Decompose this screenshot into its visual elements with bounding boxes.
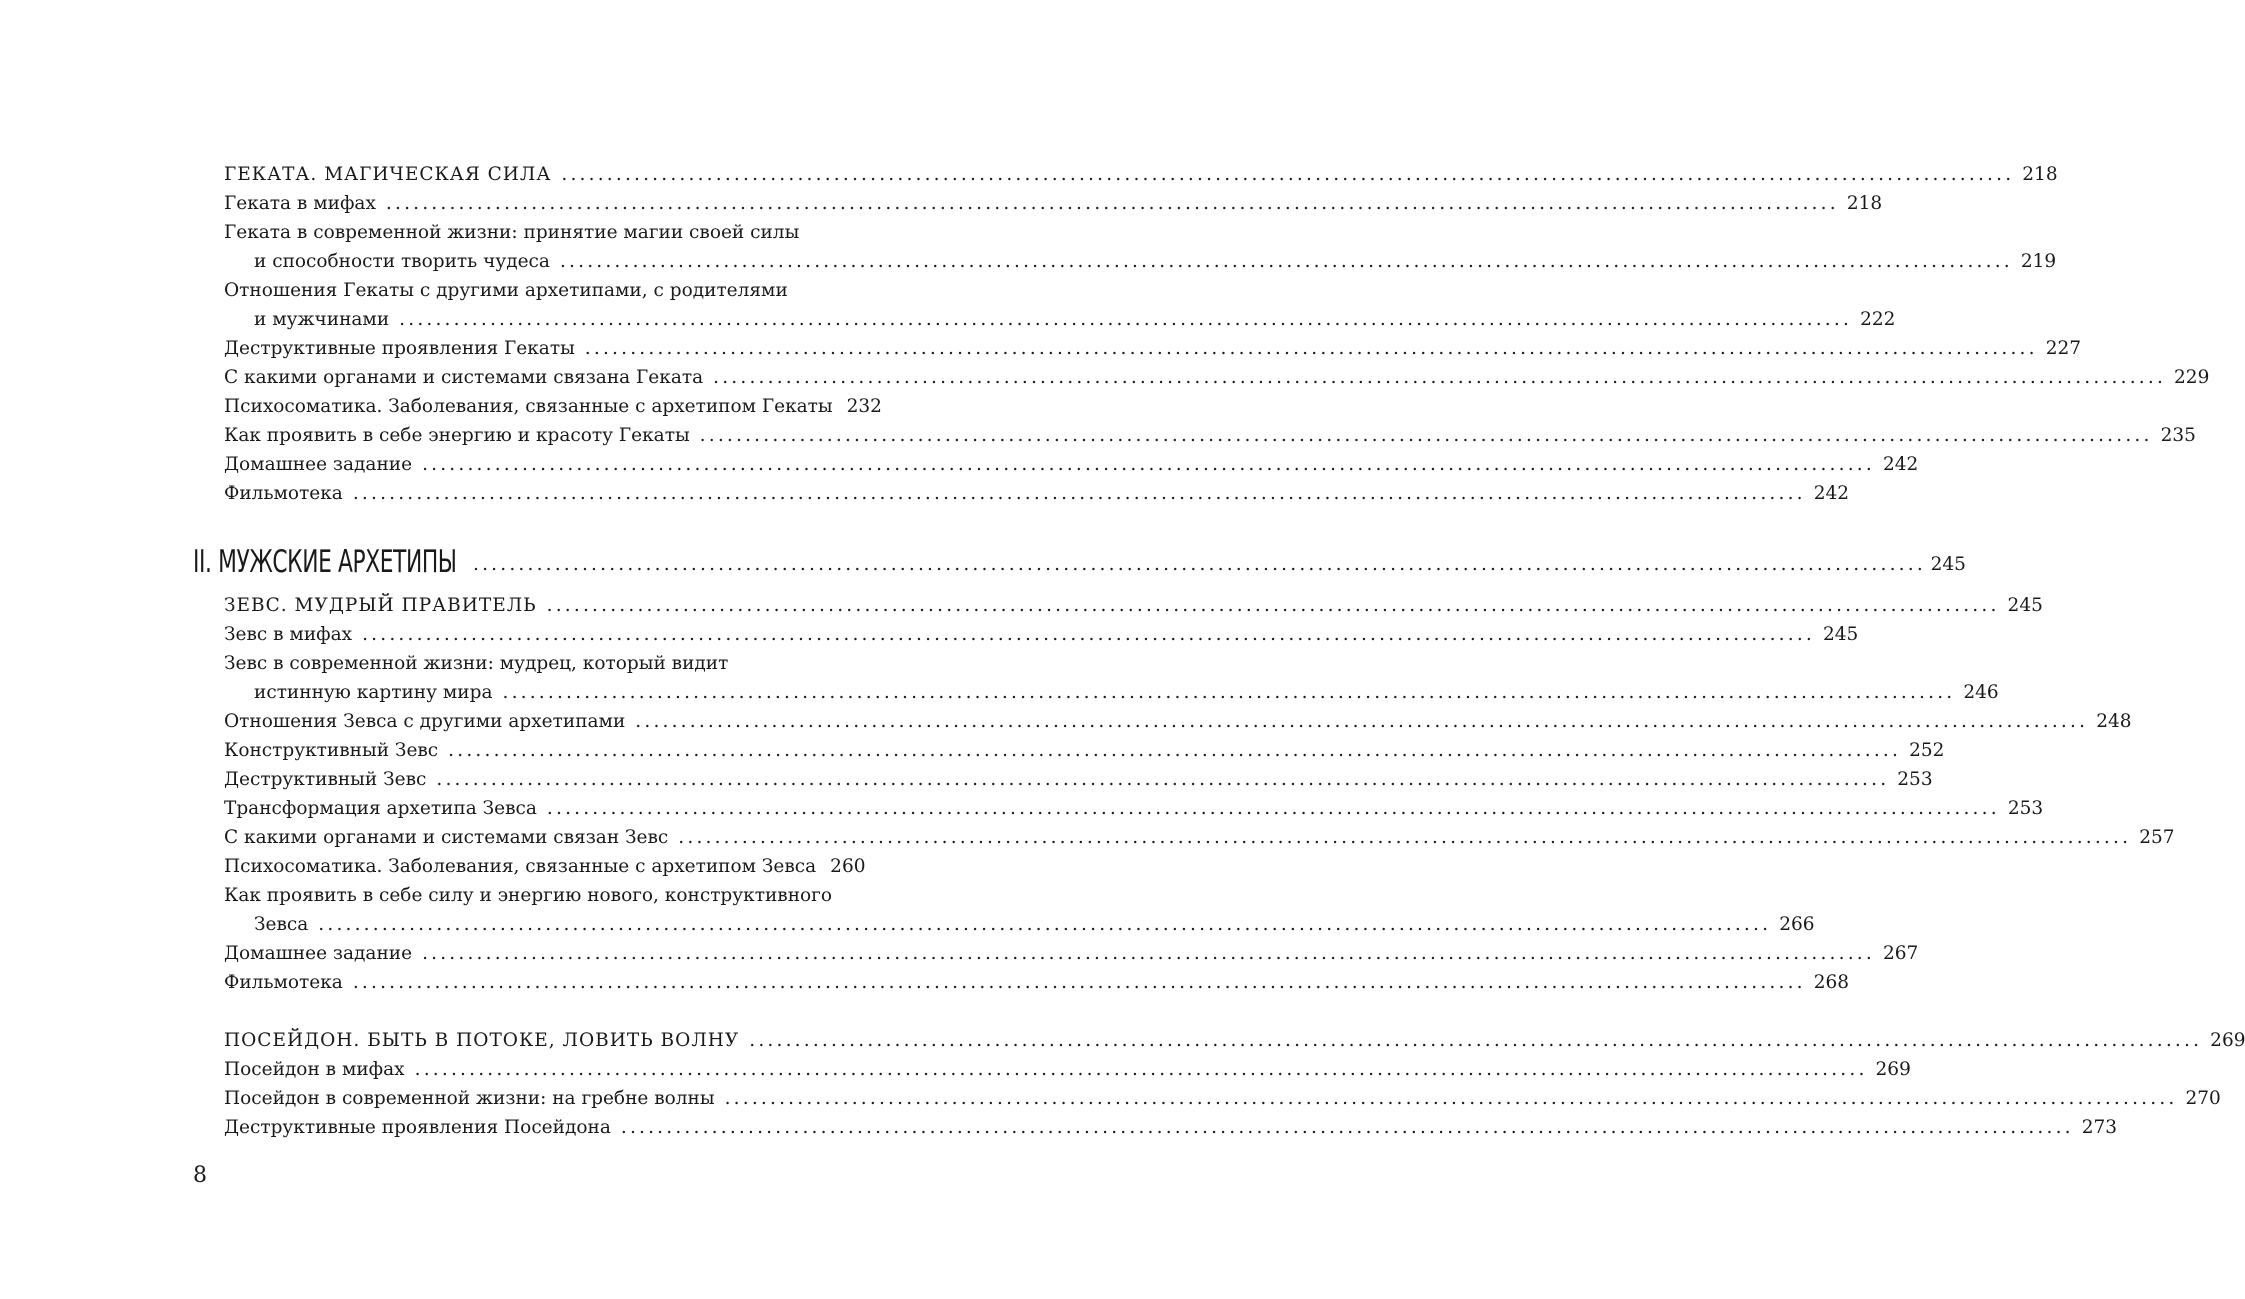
toc-entry-page: 222 <box>1860 309 1896 330</box>
toc-entry-title: Отношения Зевса с другими архетипами <box>224 711 626 732</box>
leader-dots: ................................................................................................................................................................ <box>473 554 1926 575</box>
toc-entry-title: ПОСЕЙДОН. БЫТЬ В ПОТОКЕ, ЛОВИТЬ ВОЛНУ <box>224 1030 740 1051</box>
toc-entry[interactable] <box>224 794 2044 823</box>
part-title: II. МУЖСКИЕ АРХЕТИПЫ <box>193 544 457 580</box>
leader-dots: ................................................................................................................................................................ <box>635 711 2089 732</box>
leader-dots: ................................................................................................................................................................ <box>436 769 1890 790</box>
toc-entry[interactable] <box>224 1026 2245 1055</box>
toc-entry-page: 248 <box>2096 711 2132 732</box>
toc-entry-page: 242 <box>1813 483 1850 504</box>
toc-entry-wrap[interactable] <box>224 218 856 247</box>
leader-dots: ................................................................................................................................................................ <box>713 367 2167 388</box>
toc-entry[interactable] <box>224 334 2082 363</box>
toc-entry-title: С какими органами и системами связана Геката <box>224 367 704 388</box>
toc-entry-title: Посейдон в современной жизни: на гребне волны <box>224 1088 715 1109</box>
leader-dots: ................................................................................................................................................................ <box>352 483 1806 504</box>
toc-entry[interactable] <box>224 189 1883 218</box>
toc-entry-wrap[interactable] <box>224 881 856 910</box>
toc-entry-title: Трансформация архетипа Зевса <box>224 798 537 819</box>
toc-entry[interactable] <box>224 479 1850 508</box>
toc-entry-page: 273 <box>2081 1117 2118 1138</box>
leader-dots: ................................................................................................................................................................ <box>385 193 1839 214</box>
toc-entry-page: 218 <box>1846 193 1883 214</box>
toc-entry-title: Геката в мифах <box>224 193 376 214</box>
toc-entry[interactable] <box>224 707 2132 736</box>
leader-dots: ................................................................................................................................................................ <box>749 1030 2203 1051</box>
toc-entry-wrap[interactable] <box>224 649 856 678</box>
toc-entry-title: Как проявить в себе энергию и красоту Гекаты <box>224 425 690 446</box>
toc-entry[interactable] <box>224 1055 1911 1084</box>
toc-entry-title: Геката в современной жизни: принятие магии своей силы <box>224 222 800 243</box>
toc-entry-title: Психосоматика. Заболевания, связанные с архетипом Зевса <box>224 856 817 877</box>
toc-entry[interactable] <box>224 823 2175 852</box>
toc-entry[interactable] <box>224 591 2043 620</box>
toc-entry[interactable] <box>224 1113 2118 1142</box>
toc-entry-page: 253 <box>2007 798 2044 819</box>
leader-dots: ................................................................................................................................................................ <box>362 624 1815 645</box>
toc-entry[interactable] <box>224 305 1896 334</box>
toc-entry-page: 268 <box>1813 972 1850 993</box>
leader-dots: ................................................................................................................................................................ <box>546 595 2000 616</box>
toc-entry[interactable] <box>224 765 1933 794</box>
toc-entry-title: и мужчинами <box>254 309 390 330</box>
leader-dots: ................................................................................................................................................................ <box>699 425 2153 446</box>
toc-entry-title: Психосоматика. Заболевания, связанные с архетипом Гекаты <box>224 396 833 417</box>
toc-entry[interactable] <box>224 1084 2221 1113</box>
toc-entry-page: 267 <box>1882 943 1919 964</box>
toc-entry-title: Зевс в мифах <box>224 624 353 645</box>
toc-entry-title: Как проявить в себе силу и энергию нового, конструктивного <box>224 885 832 906</box>
toc-entry-title: Конструктивный Зевс <box>224 740 439 761</box>
leader-dots: ................................................................................................................................................................ <box>422 454 1875 475</box>
toc-entry-page: 227 <box>2045 338 2082 359</box>
leader-dots: ................................................................................................................................................................ <box>352 972 1806 993</box>
toc-entry-title: Отношения Гекаты с другими архетипами, с родителями <box>224 280 788 301</box>
toc-entry-page: 242 <box>1882 454 1919 475</box>
leader-dots: ................................................................................................................................................................ <box>724 1088 2178 1109</box>
toc-entry[interactable] <box>224 736 1945 765</box>
toc-entry-title: истинную картину мира <box>254 682 493 703</box>
toc-entry[interactable] <box>224 421 2196 450</box>
page-number: 8 <box>193 1163 207 1188</box>
toc-entry-page: 245 <box>1823 624 1859 645</box>
toc-entry-page: 245 <box>2007 595 2043 616</box>
toc-entry[interactable] <box>224 160 2058 189</box>
part-heading[interactable] <box>193 540 1966 580</box>
leader-dots: ................................................................................................................................................................ <box>561 164 2015 185</box>
toc-entry-page: 219 <box>2020 251 2057 272</box>
toc-entry[interactable] <box>224 363 2210 392</box>
toc-entry-page: 269 <box>1875 1059 1911 1080</box>
toc-entry-page: 218 <box>2022 164 2058 185</box>
toc-entry[interactable] <box>224 450 1919 479</box>
leader-dots: ................................................................................................................................................................ <box>546 798 2000 819</box>
toc-entry-page: 260 <box>830 856 866 877</box>
toc-entry-page: 235 <box>2160 425 2196 446</box>
toc-entry-page: 253 <box>1897 769 1933 790</box>
toc-entry-title: Деструктивный Зевс <box>224 769 427 790</box>
part-page: 245 <box>1930 554 1966 575</box>
toc-entry[interactable] <box>224 939 1919 968</box>
leader-dots: ................................................................................................................................................................ <box>678 827 2132 848</box>
toc-entry[interactable] <box>224 910 1815 939</box>
toc-entry-title: С какими органами и системами связан Зевс <box>224 827 669 848</box>
leader-dots: ................................................................................................................................................................ <box>318 914 1772 935</box>
leader-dots: ................................................................................................................................................................ <box>620 1117 2074 1138</box>
leader-dots: ................................................................................................................................................................ <box>422 943 1875 964</box>
toc-entry-page: 252 <box>1909 740 1945 761</box>
toc-entry-title: Фильмотека <box>224 972 343 993</box>
toc-entry[interactable] <box>224 620 1859 649</box>
toc-entry-wrap[interactable] <box>224 276 856 305</box>
toc-entry-page: 229 <box>2174 367 2210 388</box>
toc-entry-title: Домашнее задание <box>224 454 413 475</box>
toc-entry-title: и способности творить чудеса <box>254 251 550 272</box>
toc-entry[interactable] <box>224 247 2057 276</box>
toc-entry-title: Фильмотека <box>224 483 343 504</box>
toc-entry-page: 257 <box>2139 827 2175 848</box>
leader-dots: ................................................................................................................................................................ <box>448 740 1902 761</box>
toc-entry-page: 269 <box>2210 1030 2245 1051</box>
toc-entry-title: ЗЕВС. МУДРЫЙ ПРАВИТЕЛЬ <box>224 595 537 616</box>
toc-entry-page: 246 <box>1963 682 1999 703</box>
toc-entry-title: Зевса <box>254 914 309 935</box>
toc-entry-title: ГЕКАТА. МАГИЧЕСКАЯ СИЛА <box>224 164 552 185</box>
toc-entry[interactable] <box>224 852 866 881</box>
toc-entry[interactable] <box>224 392 882 421</box>
toc-entry[interactable] <box>224 968 1850 997</box>
toc-entry-title: Деструктивные проявления Гекаты <box>224 338 575 359</box>
leader-dots: ................................................................................................................................................................ <box>414 1059 1868 1080</box>
toc-entry-title: Посейдон в мифах <box>224 1059 405 1080</box>
leader-dots: ................................................................................................................................................................ <box>559 251 2013 272</box>
toc-entry-page: 266 <box>1779 914 1815 935</box>
toc-entry[interactable] <box>224 678 1999 707</box>
leader-dots: ................................................................................................................................................................ <box>399 309 1853 330</box>
leader-dots: ................................................................................................................................................................ <box>502 682 1956 703</box>
toc-entry-title: Зевс в современной жизни: мудрец, который видит <box>224 653 729 674</box>
toc-entry-title: Деструктивные проявления Посейдона <box>224 1117 611 1138</box>
toc-entry-page: 270 <box>2185 1088 2221 1109</box>
leader-dots: ................................................................................................................................................................ <box>584 338 2038 359</box>
toc-entry-title: Домашнее задание <box>224 943 413 964</box>
toc-entry-page: 232 <box>846 396 882 417</box>
